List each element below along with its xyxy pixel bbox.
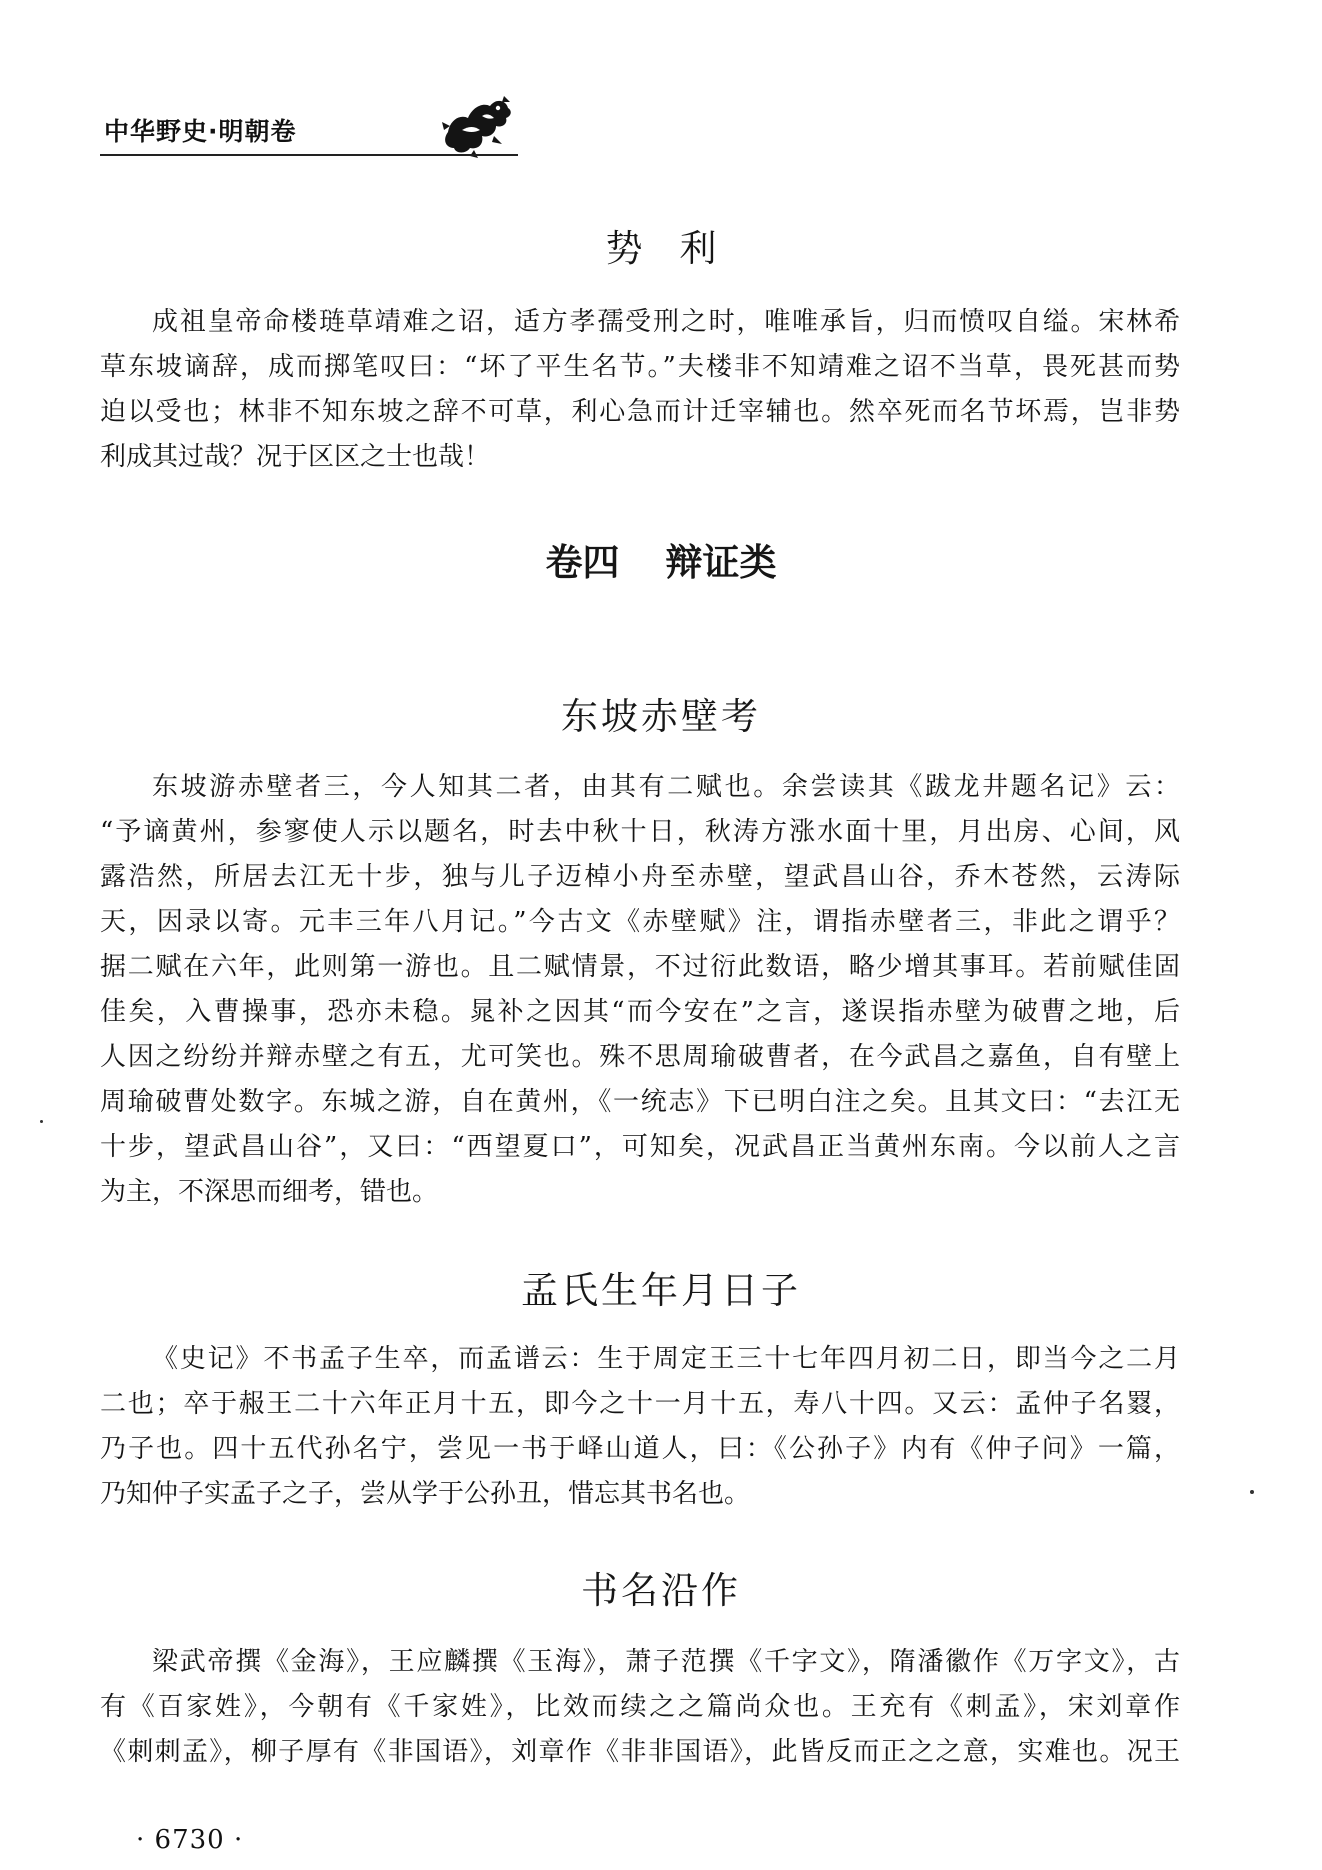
text-line: 迫以受也；林非不知东坡之辞不可草，利心急而计迁宰辅也。然卒死而名节坏焉，岂非势	[100, 397, 1180, 427]
text-line: 十步，望武昌山谷”，又曰：“西望夏口”，可知矣，况武昌正当黄州东南。今以前人之言	[100, 1132, 1180, 1162]
paragraph-shili	[100, 300, 1180, 480]
section-title-meng: 孟氏生年月日子	[521, 1269, 801, 1312]
text-line: 梁武帝撰《金海》，王应麟撰《玉海》，萧子范撰《千字文》，隋潘徽作《万字文》，古	[152, 1647, 1180, 1677]
running-header-title: 中华野史·明朝卷	[104, 117, 297, 146]
chapter-number: 卷四	[545, 541, 620, 584]
text-line: 据二赋在六年，此则第一游也。且二赋情景，不过衍此数语，略少增其事耳。若前赋佳固	[100, 952, 1180, 982]
text-line: 周瑜破曹处数字。东城之游，自在黄州，《一统志》下已明白注之矣。且其文曰：“去江无	[100, 1087, 1180, 1117]
chapter-heading	[100, 532, 1222, 586]
scan-speck	[40, 1120, 43, 1123]
text-line: 利成其过哉？况于区区之士也哉！	[100, 442, 491, 472]
text-line: 成祖皇帝命楼琏草靖难之诏，适方孝孺受刑之时，唯唯承旨，归而愤叹自缢。宋林希	[152, 307, 1180, 337]
text-line: “予谪黄州，参寥使人示以题名，时去中秋十日，秋涛方涨水面十里，月出房、心间，风	[100, 817, 1180, 847]
chapter-name: 辩证类	[665, 541, 777, 584]
section-title-shuming: 书名沿作	[581, 1569, 741, 1612]
text-line: 《刺刺孟》，柳子厚有《非国语》，刘章作《非非国语》，此皆反而正之之意，实难也。况王	[100, 1737, 1180, 1767]
paragraph-shuming	[100, 1640, 1180, 1775]
text-line: 乃子也。四十五代孙名宁，尝见一书于峄山道人，曰：《公孙子》内有《仲子问》一篇，	[100, 1434, 1180, 1464]
text-line: 东坡游赤壁者三，今人知其二者，由其有二赋也。余尝读其《跋龙井题名记》云：	[152, 772, 1180, 802]
scan-speck	[1250, 1490, 1254, 1494]
text-line: 佳矣，入曹操事，恐亦未稳。晁补之因其“而今安在”之言，遂误指赤壁为破曹之地，后	[100, 997, 1180, 1027]
section-title-shili: 势 利	[605, 227, 717, 270]
text-line: 为主，不深思而细考，错也。	[100, 1177, 439, 1207]
dragon-emblem-icon	[438, 92, 516, 158]
text-line: 《史记》不书孟子生卒，而孟谱云：生于周定王三十七年四月初二日，即当今之二月	[152, 1344, 1180, 1374]
text-line: 二也；卒于赧王二十六年正月十五，即今之十一月十五，寿八十四。又云：孟仲子名罬，	[100, 1389, 1180, 1419]
text-line: 天，因录以寄。元丰三年八月记。”今古文《赤壁赋》注，谓指赤壁者三，非此之谓乎？	[100, 907, 1180, 937]
page-number: · 6730 ·	[136, 1825, 244, 1855]
text-line: 露浩然，所居去江无十步，独与儿子迈棹小舟至赤壁，望武昌山谷，乔木苍然，云涛际	[100, 862, 1180, 892]
text-line: 人因之纷纷并辩赤壁之有五，尤可笑也。殊不思周瑜破曹者，在今武昌之嘉鱼，自有壁上	[100, 1042, 1180, 1072]
text-line: 草东坡谪辞，成而掷笔叹曰：“坏了平生名节。”夫楼非不知靖难之诏不当草，畏死甚而势	[100, 352, 1180, 382]
paragraph-dongpo	[100, 765, 1180, 1215]
text-line: 有《百家姓》，今朝有《千家姓》，比效而续之之篇尚众也。王充有《刺孟》，宋刘章作	[100, 1692, 1180, 1722]
header-rule	[100, 154, 518, 156]
paragraph-meng	[100, 1337, 1180, 1517]
text-line: 乃知仲子实孟子之子，尝从学于公孙丑，惜忘其书名也。	[100, 1479, 751, 1509]
section-title-dongpo: 东坡赤壁考	[561, 695, 761, 738]
